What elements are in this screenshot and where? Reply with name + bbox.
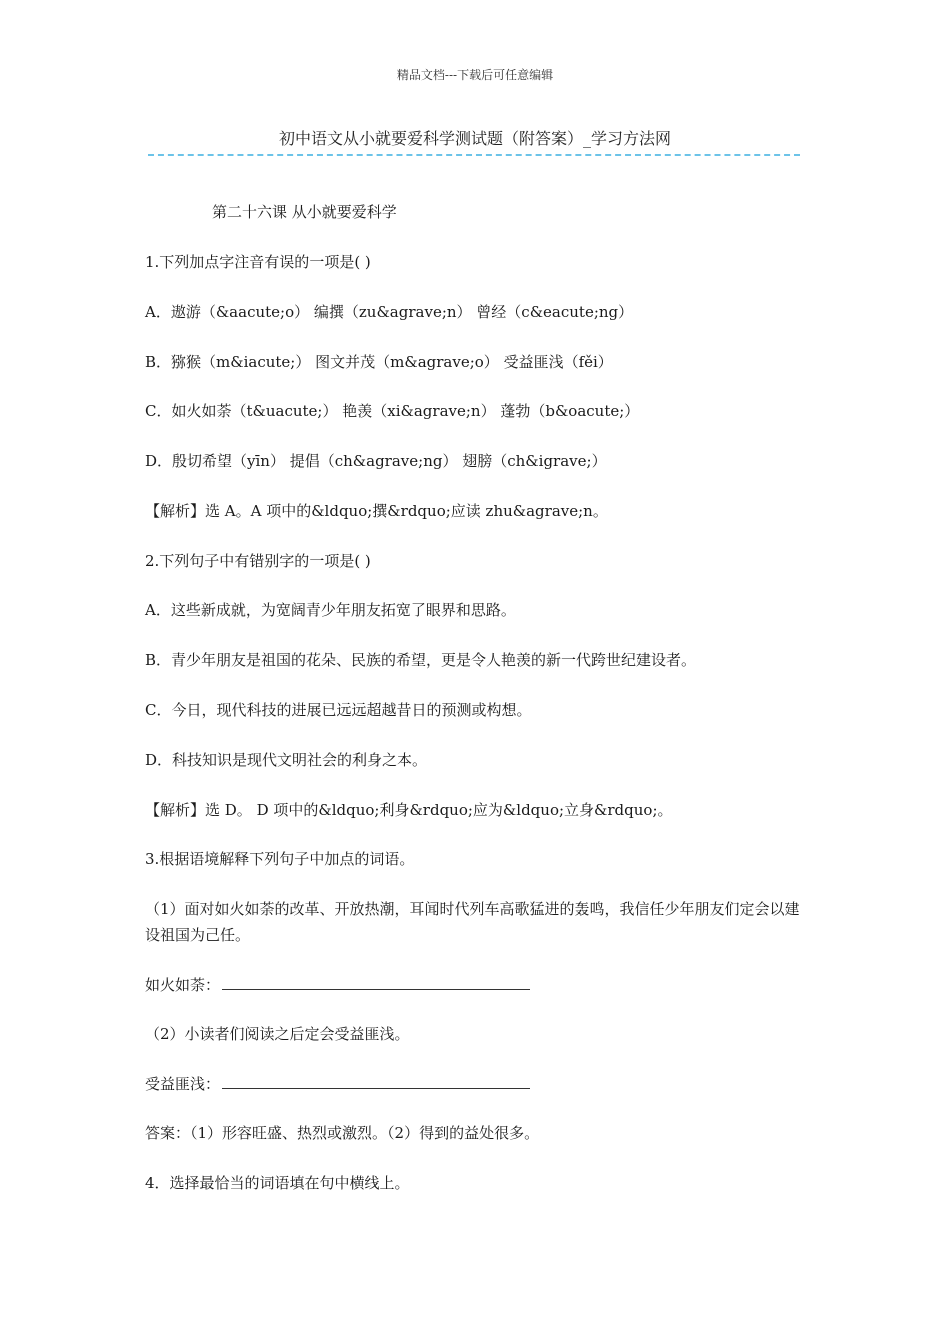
q1-option-d: D．殷切希望（yīn） 提倡（ch&agrave;ng） 翅膀（ch&igrave;）: [145, 452, 607, 470]
title-divider: [148, 154, 800, 156]
q3-item-2: （2）小读者们阅读之后定会受益匪浅。: [145, 1025, 410, 1043]
q2-option-c: C．今日，现代科技的进展已远远超越昔日的预测或构想。: [145, 701, 532, 719]
lesson-subtitle: 第二十六课 从小就要爱科学: [212, 203, 397, 221]
q2-option-b: B．青少年朋友是祖国的花朵、民族的希望，更是令人艳羡的新一代跨世纪建设者。: [145, 651, 697, 669]
page-header: 精品文档---下载后可任意编辑: [396, 68, 554, 82]
answer-blank-2: [222, 1070, 530, 1089]
q1-option-b: B．猕猴（m&iacute;） 图文并茂（m&agrave;o） 受益匪浅（fěi）: [145, 353, 613, 371]
q3-fill-1: [145, 971, 530, 998]
q4-stem: 4．选择最恰当的词语填在句中横线上。: [145, 1174, 410, 1192]
q2-analysis: 【解析】选 D。 D 项中的&ldquo;利身&rdquo;应为&ldquo;立身&rdquo;。: [145, 801, 673, 819]
q1-option-c: C．如火如荼（t&uacute;） 艳羡（xi&agrave;n） 蓬勃（b&oacute;）: [145, 402, 640, 420]
q3-fill-2: [145, 1070, 530, 1097]
q2-option-d: D．科技知识是现代文明社会的利身之本。: [145, 751, 428, 769]
q1-option-a: A．遨游（&aacute;o） 编撰（zu&agrave;n） 曾经（c&eacute;ng）: [145, 303, 634, 321]
q3-answer: 答案：（1）形容旺盛、热烈或激烈。（2）得到的益处很多。: [145, 1124, 540, 1142]
q3-label-2: 受益匪浅：: [145, 1075, 221, 1093]
q3-stem: 3.根据语境解释下列句子中加点的词语。: [145, 850, 415, 868]
q3-label-1: 如火如荼：: [145, 976, 221, 994]
q1-analysis: 【解析】选 A。A 项中的&ldquo;撰&rdquo;应读 zhu&agrave;n。: [145, 502, 608, 520]
q2-option-a: A．这些新成就，为宽阔青少年朋友拓宽了眼界和思路。: [145, 601, 516, 619]
q2-stem: 2.下列句子中有错别字的一项是( ): [145, 552, 371, 570]
document-title: 初中语文从小就要爱科学测试题（附答案）_学习方法网: [278, 129, 671, 148]
q1-stem: 1.下列加点字注音有误的一项是( ): [145, 253, 371, 271]
q3-item-1: （1）面对如火如荼的改革、开放热潮，耳闻时代列车高歌猛进的轰鸣，我信任少年朋友们定会以建设祖国为己任。: [145, 900, 800, 944]
answer-blank-1: [222, 971, 530, 990]
